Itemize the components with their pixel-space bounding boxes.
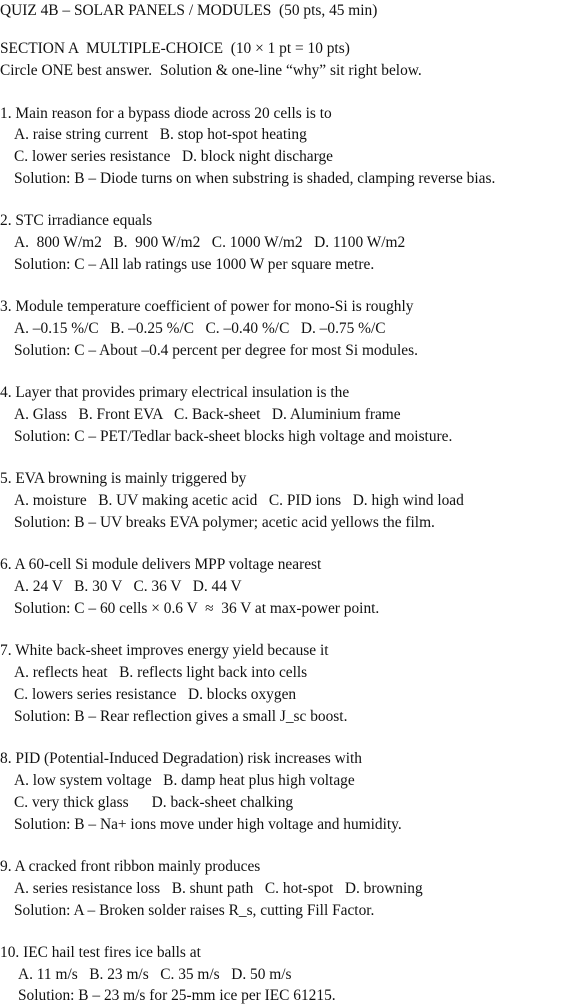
section-instructions: Circle ONE best answer. Solution & one-line “why” sit right below. xyxy=(0,62,422,79)
question-6-stem: 6. A 60-cell Si module delivers MPP voltage nearest xyxy=(0,556,322,573)
question-2-stem: 2. STC irradiance equals xyxy=(0,212,153,229)
question-4-stem: 4. Layer that provides primary electrical insulation is the xyxy=(0,384,350,401)
question-2-solution: Solution: C – All lab ratings use 1000 W per square metre. xyxy=(14,256,375,273)
question-8-solution: Solution: B – Na+ ions move under high voltage and humidity. xyxy=(14,816,402,833)
question-9-solution: Solution: A – Broken solder raises R_s, cutting Fill Factor. xyxy=(14,902,375,919)
question-6-solution: Solution: C – 60 cells × 0.6 V ≈ 36 V at max-power point. xyxy=(14,600,380,617)
question-9-stem: 9. A cracked front ribbon mainly produces xyxy=(0,858,261,875)
question-10-options: A. 11 m/s B. 23 m/s C. 35 m/s D. 50 m/s xyxy=(18,966,292,983)
question-8-options-b: C. very thick glass D. back-sheet chalking xyxy=(14,794,294,811)
question-1-options-b: C. lower series resistance D. block night discharge xyxy=(14,148,333,165)
question-7-options-b: C. lowers series resistance D. blocks oxygen xyxy=(14,686,297,703)
question-9-options: A. series resistance loss B. shunt path C. hot-spot D. browning xyxy=(14,880,423,897)
question-6-options: A. 24 V B. 30 V C. 36 V D. 44 V xyxy=(14,578,242,595)
question-4-options: A. Glass B. Front EVA C. Back-sheet D. Aluminium frame xyxy=(14,406,401,423)
question-1-solution: Solution: B – Diode turns on when substring is shaded, clamping reverse bias. xyxy=(14,170,496,187)
question-10-stem: 10. IEC hail test fires ice balls at xyxy=(0,944,201,961)
question-5-options: A. moisture B. UV making acetic acid C. PID ions D. high wind load xyxy=(14,492,464,509)
question-1-stem: 1. Main reason for a bypass diode across 20 cells is to xyxy=(0,105,332,122)
question-8-stem: 8. PID (Potential-Induced Degradation) risk increases with xyxy=(0,750,363,767)
question-7-options-a: A. reflects heat B. reflects light back into cells xyxy=(14,664,308,681)
question-7-solution: Solution: B – Rear reflection gives a small J_sc boost. xyxy=(14,708,348,725)
quiz-title: QUIZ 4B – SOLAR PANELS / MODULES (50 pts, 45 min) xyxy=(0,2,378,19)
question-1-options-a: A. raise string current B. stop hot-spot heating xyxy=(14,126,307,143)
question-5-solution: Solution: B – UV breaks EVA polymer; acetic acid yellows the film. xyxy=(14,514,435,531)
question-3-options: A. –0.15 %/C B. –0.25 %/C C. –0.40 %/C D. –0.75 %/C xyxy=(14,320,386,337)
question-10-solution: Solution: B – 23 m/s for 25-mm ice per IEC 61215. xyxy=(18,987,336,1004)
question-2-options: A. 800 W/m2 B. 900 W/m2 C. 1000 W/m2 D. 1100 W/m2 xyxy=(14,234,406,251)
question-3-stem: 3. Module temperature coefficient of power for mono-Si is roughly xyxy=(0,298,414,315)
question-5-stem: 5. EVA browning is mainly triggered by xyxy=(0,470,247,487)
section-heading: SECTION A MULTIPLE-CHOICE (10 × 1 pt = 10 pts) xyxy=(0,40,350,57)
question-7-stem: 7. White back-sheet improves energy yield because it xyxy=(0,642,329,659)
question-8-options-a: A. low system voltage B. damp heat plus high voltage xyxy=(14,772,355,789)
question-3-solution: Solution: C – About –0.4 percent per degree for most Si modules. xyxy=(14,342,418,359)
question-4-solution: Solution: C – PET/Tedlar back-sheet blocks high voltage and moisture. xyxy=(14,428,453,445)
